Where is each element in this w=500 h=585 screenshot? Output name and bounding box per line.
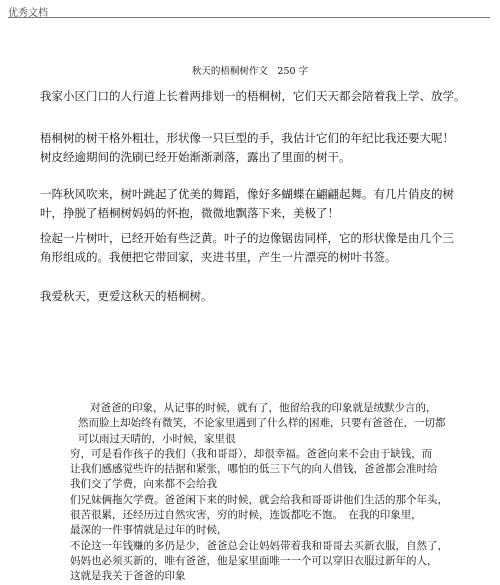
paragraph-3: 一阵秋风吹来，树叶跳起了优美的舞蹈，像好多蝴蝶在翩翩起舞。有几片俏皮的树叶，挣脱了梧桐树妈妈的怀抱，微微地飘落下来，美极了！ — [40, 187, 454, 220]
paragraph-5: 我爱秋天，更爱这秋天的梧桐树。 — [40, 289, 213, 303]
header-divider — [8, 17, 490, 18]
essay-line: 让我们感感觉些许的拮据和紧张，哪怕的低三下气的向人借钱，爸爸都会准时给 — [70, 463, 438, 476]
essay-line: 可以雨过天晴的，小时候，家里很 — [78, 432, 236, 445]
essay-line: 妈妈也必须买新的，唯有爸爸，他是家里面唯一一个可以穿旧衣服过新年的人， — [70, 554, 438, 567]
essay-line: 很苦很累，还经历过自然灾害，穷的时候，连饭都吃不饱。 在我的印象里， — [70, 509, 422, 522]
essay-line: 最深的一件事情就是过年的时候， — [70, 524, 228, 537]
essay-line: 对爸爸的印象，从记事的时候，就有了，他留给我的印象就是绒默少言的， — [90, 402, 437, 414]
essay-line: 这就是我关于爸爸的印象 — [70, 570, 186, 583]
essay-line: 不论这一年钱赚的多仍是少，爸爸总会让妈妈带着我和哥哥去买新衣服，自然了， — [70, 539, 448, 552]
essay-line: 我们交了学费，向来都不会给我 — [70, 478, 217, 491]
paragraph-4: 捡起一片树叶，已经开始有些泛黄。叶子的边像锯齿同样，它的形状像是由几个三角形组成的。我便把它带回家，夹进书里，产生一片漂亮的树叶书签。 — [40, 231, 454, 264]
essay-line: 然而脸上却始终有微笑，不论家里遇到了什么样的困难，只要有爸爸在，一切都 — [78, 417, 446, 430]
essay-line: 们兄妹俩拖欠学费。爸爸闲下来的时候，就会给我和哥哥讲他们生活的那个年头， — [70, 493, 448, 506]
paragraph-2: 梧桐树的树干格外粗壮，形状像一只巨型的手，我估计它们的年纪比我还要大呢！树皮经逾期间的洗刷已经开始渐渐剥落，露出了里面的树干。 — [40, 131, 454, 164]
document-header-label: 优秀文档 — [8, 8, 48, 19]
paragraph-1: 我家小区门口的人行道上长着两排划一的梧桐树，它们天天都会陪着我上学、放学。 — [40, 89, 466, 103]
second-essay — [70, 401, 470, 585]
essay-line: 穷，可是看作孩子的我们（我和哥哥），却很幸福。爸爸向来不会由于缺钱，而 — [70, 447, 433, 460]
essay-title: 秋天的梧桐树作文 250 字 — [191, 66, 309, 77]
